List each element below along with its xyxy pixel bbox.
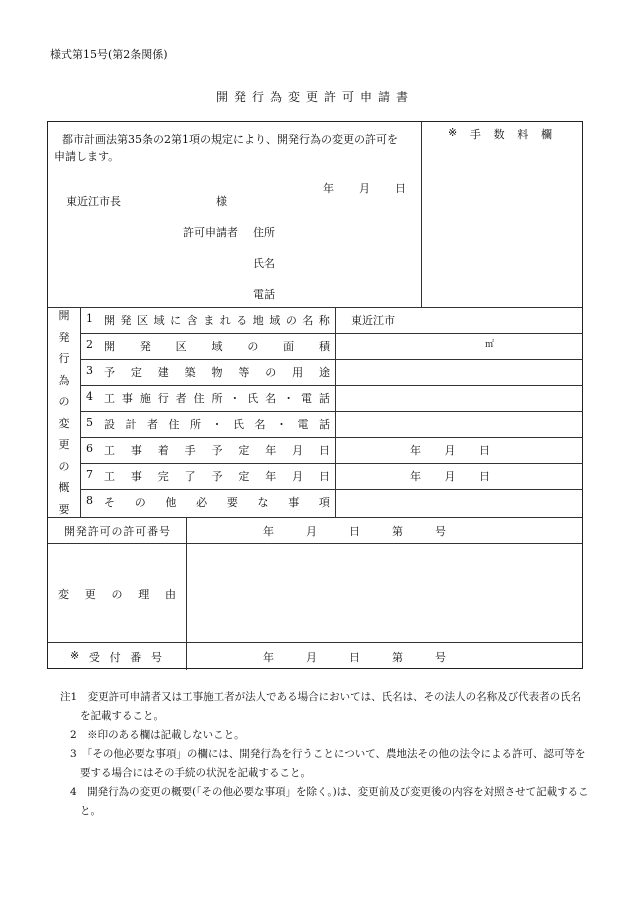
addressee: 東近江市長 <box>66 195 121 208</box>
note-item: 3 「その他必要な事項」の欄には、開発行為を行うことについて、農地法その他の法令による許可、認可等を要する場合にはその手続の状況を記載すること。 <box>70 748 586 779</box>
row-divider <box>80 411 583 412</box>
permit-number-value: 年 月 日 第 号 <box>263 525 446 538</box>
overview-row-value: 年 月 日 <box>410 444 490 457</box>
side-label-divider <box>80 307 81 517</box>
value-column-divider <box>335 307 336 517</box>
applicant-label: 許可申請者 <box>183 226 238 239</box>
overview-row-value: 東近江市 <box>351 314 395 327</box>
page-title: 開発行為変更許可申請書 <box>215 90 414 104</box>
row-number: 4 <box>86 390 93 403</box>
note-item: 2 ※印のある欄は記載しないこと。 <box>70 729 245 741</box>
overview-row-label <box>86 494 330 510</box>
row-divider <box>80 437 583 438</box>
row-number: 1 <box>86 312 93 325</box>
overview-row-label <box>86 468 330 484</box>
overview-row-value: 年 月 日 <box>410 470 490 483</box>
fee-label: ※ 手 数 料 欄 <box>448 126 552 141</box>
date-month: 月 <box>359 182 370 195</box>
row-divider <box>80 359 583 360</box>
row-label-text: そ の 他 必 要 な 事 項 <box>104 496 330 509</box>
row-label-text: 設 計 者 住 所 ・ 氏 名 ・ 電 話 <box>104 418 330 431</box>
note-item: 4 開発行為の変更の概要(「その他必要な事項」を除く。)は、変更前及び変更後の内容を対照させて記載すること。 <box>70 786 589 817</box>
row-divider <box>80 333 583 334</box>
section-divider <box>48 543 582 544</box>
overview-row-label <box>86 442 330 458</box>
row-label-text: 開 発 区 域 に 含 ま れ る 地 域 の 名 称 <box>104 314 330 327</box>
application-form <box>47 121 583 669</box>
row-number: 8 <box>86 494 93 507</box>
address-label: 住所 <box>253 226 275 239</box>
permit-number-label: 開 発 許 可 の 許 可 番 号 <box>64 525 170 538</box>
row-number: 5 <box>86 416 93 429</box>
overview-row-label <box>86 416 330 432</box>
lower-column-divider <box>186 517 187 670</box>
intro-line-2: 申請します。 <box>54 150 120 163</box>
intro-line-1: 都市計画法第35条の2第1項の規定により、開発行為の変更の許可を <box>62 133 398 146</box>
overview-row-label <box>86 390 330 406</box>
row-label-text: 工 事 完 了 予 定 年 月 日 <box>104 470 330 483</box>
overview-row-value: ㎡ <box>485 340 495 350</box>
section-divider <box>48 642 582 643</box>
date-year: 年 <box>323 182 334 195</box>
overview-row-label <box>86 312 330 328</box>
form-number: 様式第15号(第2条関係) <box>50 48 168 61</box>
receipt-number-value: 年 月 日 第 号 <box>263 651 446 664</box>
row-number: 6 <box>86 442 93 455</box>
row-number: 7 <box>86 468 93 481</box>
row-divider <box>80 489 583 490</box>
row-number: 3 <box>86 364 93 377</box>
notes <box>60 688 590 821</box>
change-reason-label: 変 更 の 理 由 <box>58 588 176 601</box>
row-label-text: 開 発 区 域 の 面 積 <box>104 340 330 353</box>
section-divider <box>48 307 582 308</box>
row-label-text: 工 事 施 行 者 住 所 ・ 氏 名 ・ 電 話 <box>104 392 330 405</box>
row-label-text: 予 定 建 築 物 等 の 用 途 <box>104 366 330 379</box>
overview-side-label: 開 発 行 為 の 変 更 の 概 要 <box>58 309 70 516</box>
name-label: 氏名 <box>253 257 275 270</box>
note-item: 注1 変更許可申請者又は工事施工者が法人である場合においては、氏名は、その法人の名称及び代表者の氏名を記載すること。 <box>60 691 582 722</box>
row-divider <box>80 385 583 386</box>
row-number: 2 <box>86 338 93 351</box>
phone-label: 電話 <box>253 288 275 301</box>
section-divider <box>48 517 582 518</box>
date-day: 日 <box>395 182 406 195</box>
fee-divider <box>421 122 422 307</box>
overview-row-label <box>86 338 330 354</box>
row-divider <box>80 463 583 464</box>
receipt-number-label: ※ 受 付 番 号 <box>70 649 162 664</box>
row-label-text: 工 事 着 手 予 定 年 月 日 <box>104 444 330 457</box>
honorific: 様 <box>216 195 227 208</box>
overview-row-label <box>86 364 330 380</box>
